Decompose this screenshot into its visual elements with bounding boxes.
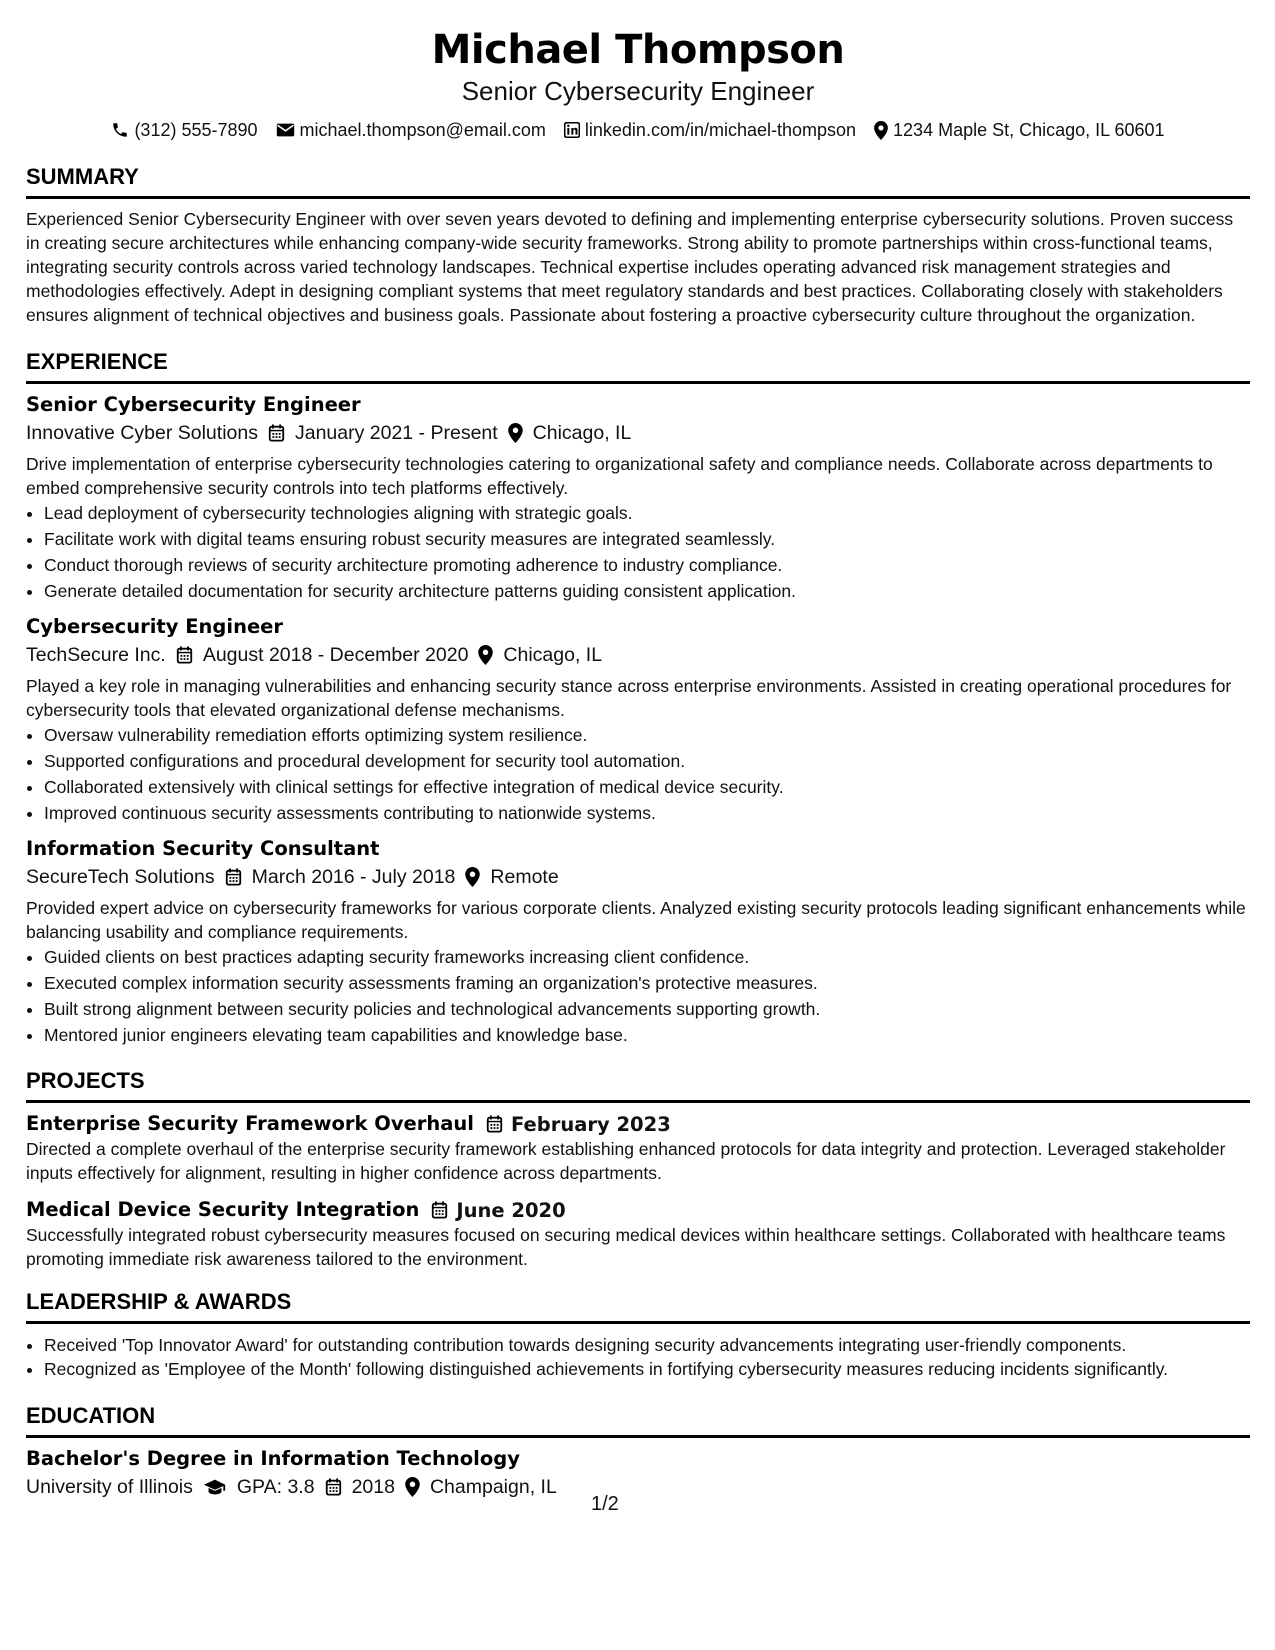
calendar-icon (325, 1478, 342, 1496)
job-location: Remote (490, 866, 559, 888)
company-name: SecureTech Solutions (26, 866, 215, 888)
experience-section (26, 327, 1250, 1048)
education-meta (26, 1472, 1250, 1502)
job-title: Senior Cybersecurity Engineer (26, 393, 361, 416)
project-entry (26, 1197, 1250, 1271)
company-name: TechSecure Inc. (26, 644, 166, 666)
calendar-icon (225, 868, 242, 886)
list-item: • Lead deployment of cybersecurity technologies aligning with strategic goals. (44, 500, 1250, 526)
map-pin-icon (465, 867, 480, 887)
map-pin-icon (508, 423, 523, 443)
contact-phone (111, 118, 257, 142)
job-dates: January 2021 - Present (294, 422, 498, 444)
section-divider (26, 1321, 1250, 1324)
address-text: 1234 Maple St, Chicago, IL 60601 (893, 120, 1165, 140)
project-date: February 2023 (511, 1112, 671, 1136)
map-pin-icon (405, 1477, 420, 1497)
calendar-icon (176, 646, 193, 664)
section-divider (26, 381, 1250, 384)
linkedin-text[interactable]: linkedin.com/in/michael-thompson (584, 120, 857, 140)
graduation-cap-icon (203, 1478, 227, 1496)
list-item: • Improved continuous security assessments contributing to nationwide systems. (44, 800, 1250, 826)
list-item: • Generate detailed documentation for security architecture patterns guiding consistent application. (44, 578, 1250, 604)
contact-address (874, 118, 1165, 142)
envelope-icon (276, 122, 295, 138)
education-heading: EDUCATION (26, 1403, 156, 1428)
job-meta (26, 640, 1250, 670)
list-item: • Collaborated extensively with clinical settings for effective integration of medical device security. (44, 774, 1250, 800)
job-entry (26, 836, 1250, 1048)
list-item: • Conduct thorough reviews of security architecture promoting adherence to industry compliance. (44, 552, 1250, 578)
project-title: Enterprise Security Framework Overhaul (26, 1112, 474, 1135)
job-title: Cybersecurity Engineer (26, 615, 284, 638)
calendar-icon (268, 424, 285, 442)
job-location: Chicago, IL (532, 422, 632, 444)
contact-linkedin[interactable] (564, 118, 856, 142)
section-divider (26, 196, 1250, 199)
map-pin-icon (874, 121, 888, 140)
job-dates: March 2016 - July 2018 (251, 866, 456, 888)
experience-heading: EXPERIENCE (26, 349, 168, 374)
job-description: Provided expert advice on cybersecurity frameworks for various corporate clients. Analyzed existing security protocols leading significant enhancements while balancing usability and compliance requirements. (26, 898, 1246, 942)
contact-email[interactable] (276, 118, 546, 142)
page-indicator: 1/2 (591, 1493, 619, 1515)
list-item: • Oversaw vulnerability remediation efforts optimizing system resilience. (44, 722, 1250, 748)
phone-text: (312) 555-7890 (134, 120, 258, 140)
gpa-text: GPA: 3.8 (236, 1476, 315, 1498)
company-name: Innovative Cyber Solutions (26, 422, 258, 444)
list-item: • Recognized as 'Employee of the Month' following distinguished achievements in fortifying cybersecurity measures reducing incidents significantly. (44, 1358, 1250, 1381)
summary-section (26, 142, 1250, 327)
map-pin-icon (478, 645, 493, 665)
list-item: • Supported configurations and procedural development for security tool automation. (44, 748, 1250, 774)
job-title: Information Security Consultant (26, 837, 380, 860)
list-item: • Guided clients on best practices adapting security frameworks increasing client confidence. (44, 944, 1250, 970)
projects-section (26, 1058, 1250, 1271)
leadership-heading: LEADERSHIP & AWARDS (26, 1289, 292, 1314)
linkedin-icon (564, 122, 580, 138)
list-item: • Facilitate work with digital teams ensuring robust security measures are integrated seamlessly. (44, 526, 1250, 552)
list-item: • Built strong alignment between security policies and technological advancements supporting growth. (44, 996, 1250, 1022)
summary-text: Experienced Senior Cybersecurity Engineer with over seven years devoted to defining and implementing enterprise cybersecurity solutions. Proven success in creating secure architectures while enhancing company-wide security frameworks. Strong ability to promote partnerships within cross-functional teams, integrating security controls across varied technology landscapes. Technical expertise includes operating advanced risk management strategies and methodologies effectively. Adept in designing compliant systems that meet regulatory standards and best practices. Collaborating closely with stakeholders ensures alignment of technical objectives and business goals. Passionate about fostering a proactive cybersecurity culture throughout the organization. (26, 209, 1234, 325)
summary-heading: SUMMARY (26, 164, 139, 189)
job-location: Chicago, IL (503, 644, 603, 666)
project-entry (26, 1111, 1250, 1185)
phone-icon (111, 121, 129, 139)
job-meta (26, 862, 1250, 892)
candidate-title: Senior Cybersecurity Engineer (461, 76, 815, 106)
resume-page (26, 0, 1250, 1506)
list-item: • Received 'Top Innovator Award' for outstanding contribution towards designing security advancements integrating user-friendly components. (44, 1332, 1250, 1358)
project-title: Medical Device Security Integration (26, 1198, 420, 1221)
school-name: University of Illinois (26, 1476, 193, 1498)
job-entry (26, 614, 1250, 826)
calendar-icon (486, 1115, 503, 1133)
section-divider (26, 1435, 1250, 1438)
list-item: • Mentored junior engineers elevating team capabilities and knowledge base. (44, 1022, 1250, 1048)
job-bullets (26, 722, 1250, 826)
degree-title: Bachelor's Degree in Information Technology (26, 1447, 520, 1470)
project-description: Directed a complete overhaul of the enterprise security framework establishing enhanced protocols for data integrity and protection. Leveraged stakeholder inputs effectively for alignment, resulting in higher confidence across departments. (26, 1139, 1226, 1183)
leadership-section (26, 1283, 1250, 1381)
school-location: Champaign, IL (429, 1476, 557, 1498)
contact-bar (26, 118, 1250, 142)
resume-header (26, 0, 1250, 142)
job-description: Played a key role in managing vulnerabilities and enhancing security stance across enterprise environments. Assisted in creating operational procedures for cybersecurity tools that elevated organizational defense mechanisms. (26, 676, 1232, 720)
graduation-year: 2018 (351, 1476, 395, 1498)
education-section (26, 1381, 1250, 1502)
section-divider (26, 1100, 1250, 1103)
job-bullets (26, 944, 1250, 1048)
email-text[interactable]: michael.thompson@email.com (299, 120, 546, 140)
job-bullets (26, 500, 1250, 604)
awards-list (26, 1332, 1250, 1381)
job-description: Drive implementation of enterprise cybersecurity technologies catering to organizational safety and compliance needs. Collaborate across departments to embed comprehensive security controls into tech platforms effectively. (26, 454, 1213, 498)
list-item: • Executed complex information security assessments framing an organization's protective measures. (44, 970, 1250, 996)
job-entry (26, 392, 1250, 604)
calendar-icon (431, 1201, 448, 1219)
projects-heading: PROJECTS (26, 1068, 145, 1093)
project-description: Successfully integrated robust cybersecurity measures focused on securing medical devices within healthcare settings. Collaborated with healthcare teams promoting immediate risk awareness tailored to the environment. (26, 1225, 1226, 1269)
job-dates: August 2018 - December 2020 (202, 644, 469, 666)
project-date: June 2020 (456, 1198, 566, 1222)
job-meta (26, 418, 1250, 448)
candidate-name: Michael Thompson (431, 27, 845, 73)
